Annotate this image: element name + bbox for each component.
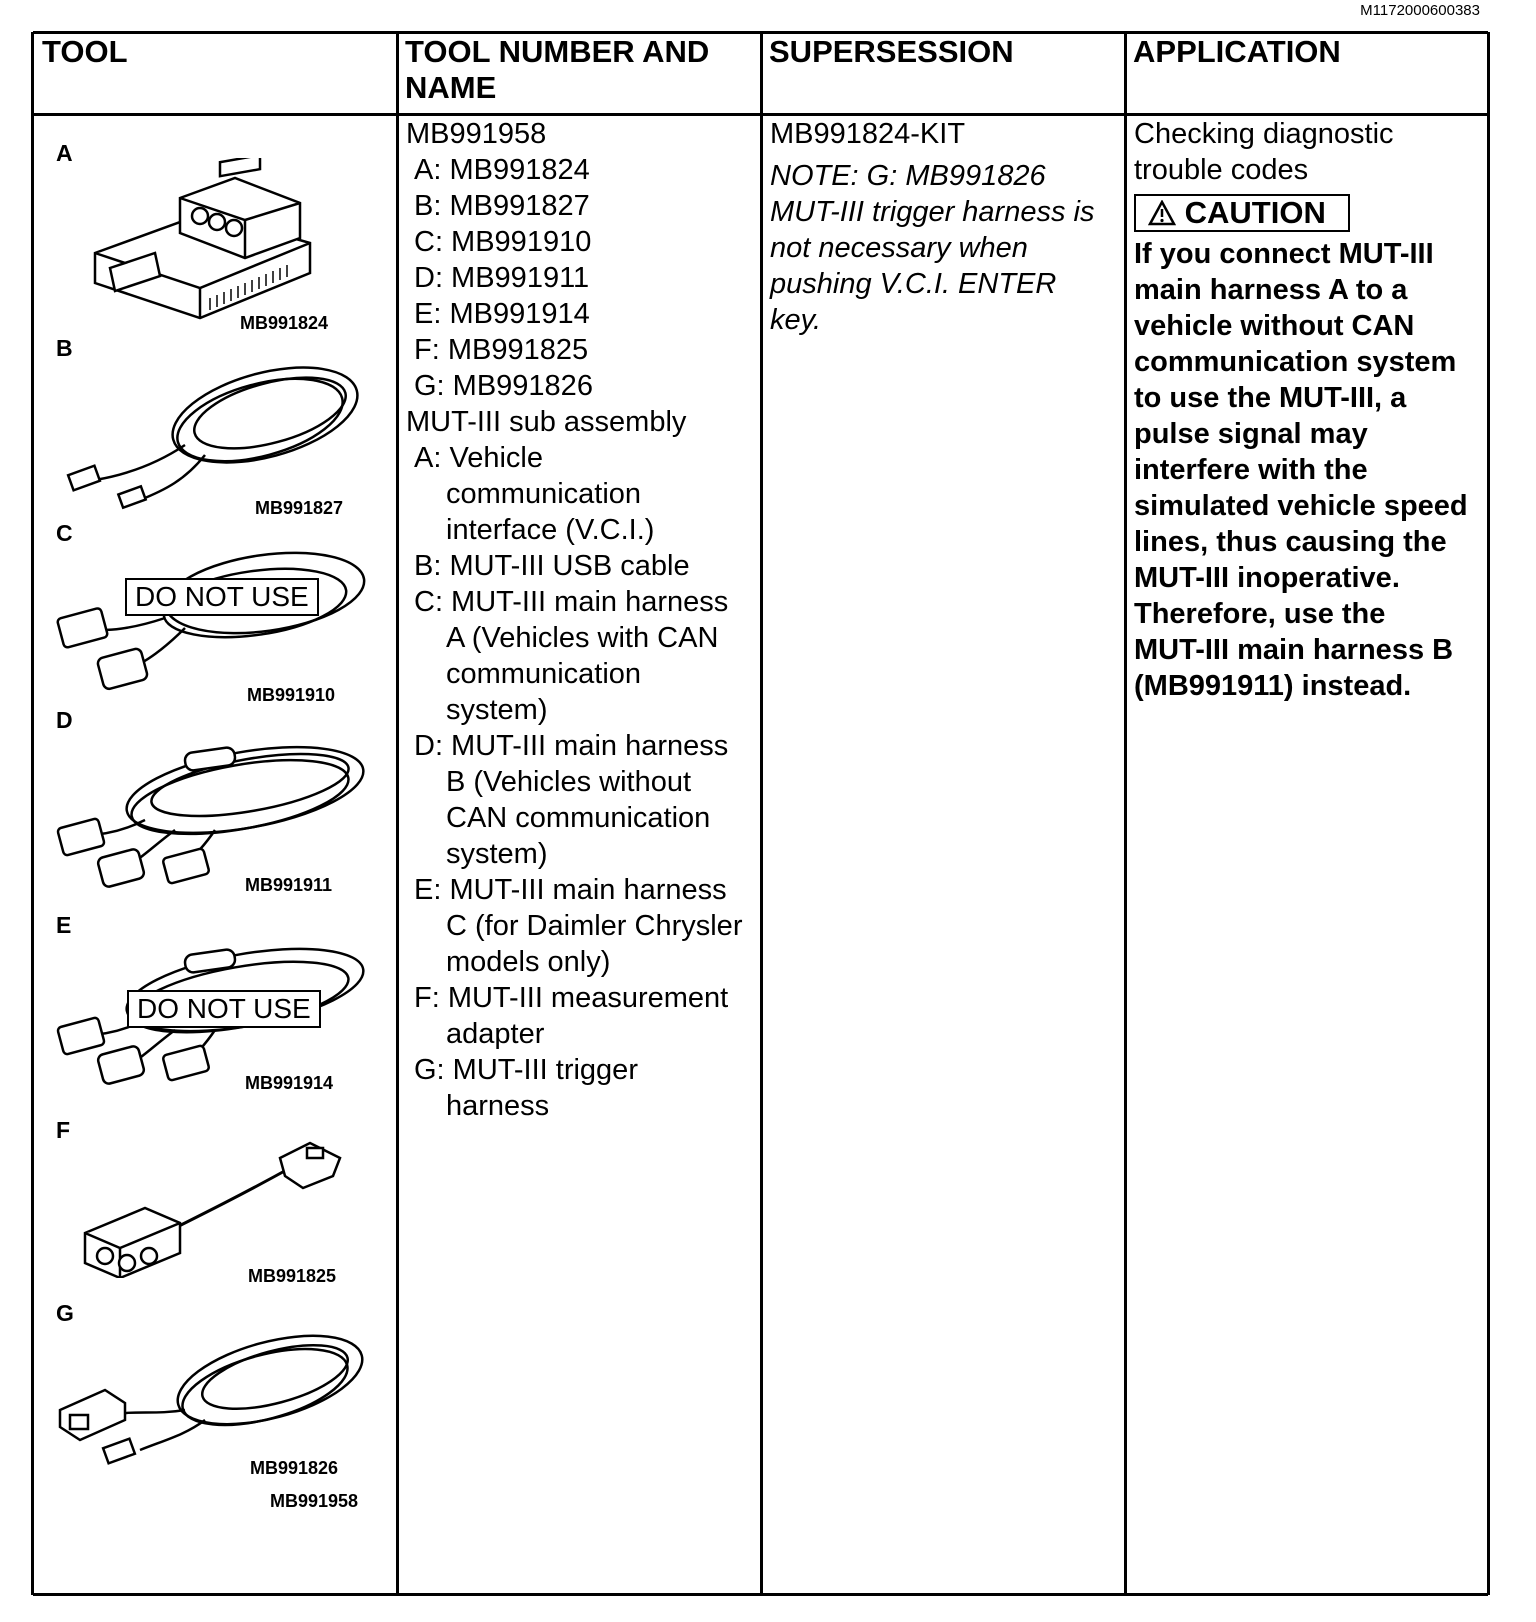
supersession-note xyxy=(770,158,1094,338)
tool-code-g: MB991826 xyxy=(250,1458,339,1478)
measurement-adapter-illustration xyxy=(75,1138,355,1278)
caution-line: If you connect MUT-III xyxy=(1134,238,1434,270)
sub-assembly-line: harness xyxy=(446,1090,550,1122)
sub-assembly-line: adapter xyxy=(446,1018,545,1050)
sub-assembly-line: G: MUT-III trigger xyxy=(414,1054,638,1086)
tool-number-column xyxy=(406,116,742,1124)
sub-assembly-line: CAN communication xyxy=(446,802,711,834)
caution-line: Therefore, use the xyxy=(1134,598,1386,630)
sub-assembly-line: B: MUT-III USB cable xyxy=(414,550,690,582)
tool-code-e: MB991914 xyxy=(245,1073,334,1093)
vci-unit-illustration xyxy=(85,158,325,328)
sub-assembly-line: A: Vehicle xyxy=(414,442,543,474)
application-column xyxy=(1134,116,1468,704)
sub-assembly-line: communication xyxy=(446,478,642,510)
caution-text xyxy=(1134,236,1468,704)
tool-code-a: MB991824 xyxy=(240,313,329,333)
sub-assembly-line: system) xyxy=(446,694,548,726)
kit-item: G: MB991826 xyxy=(414,370,593,402)
header-tool-number-line1: TOOL NUMBER AND xyxy=(405,34,710,69)
kit-number: MB991958 xyxy=(406,118,547,150)
caution-line: main harness A to a xyxy=(1134,274,1408,306)
sub-assembly-line: E: MUT-III main harness xyxy=(414,874,727,906)
caution-line: interfere with the xyxy=(1134,454,1368,486)
caution-label: CAUTION xyxy=(1184,195,1326,230)
trigger-harness-illustration xyxy=(55,1325,375,1475)
caution-line: communication system xyxy=(1134,346,1457,378)
kit-code-label: MB991958 xyxy=(270,1491,359,1511)
tool-code-c: MB991910 xyxy=(247,685,336,705)
tool-letter-b: B xyxy=(56,335,73,361)
application-text xyxy=(1134,116,1468,188)
caution-line: MUT-III inoperative. xyxy=(1134,562,1400,594)
sub-assembly-list xyxy=(406,440,742,1124)
tool-letter-e: E xyxy=(56,912,72,938)
main-harness-a-illustration xyxy=(55,548,375,698)
sub-assembly-line: D: MUT-III main harness xyxy=(414,730,729,762)
caution-line: simulated vehicle speed xyxy=(1134,490,1468,522)
header-supersession: SUPERSESSION xyxy=(769,34,1014,69)
caution-line: pulse signal may xyxy=(1134,418,1368,450)
kit-item: B: MB991827 xyxy=(414,190,590,222)
kit-item: F: MB991825 xyxy=(414,334,589,366)
tool-code-d: MB991911 xyxy=(245,875,333,895)
application-line: trouble codes xyxy=(1134,154,1309,186)
do-not-use-label-c: DO NOT USE xyxy=(125,578,319,616)
caution-line: to use the MUT-III, a xyxy=(1134,382,1407,414)
sub-assembly-line: B (Vehicles without xyxy=(446,766,692,798)
sub-assembly-line: F: MUT-III measurement xyxy=(414,982,729,1014)
kit-item: A: MB991824 xyxy=(414,154,590,186)
document-id: M1172000600383 xyxy=(1360,2,1480,19)
main-harness-b-illustration xyxy=(55,735,375,895)
sub-assembly-line: interface (V.C.I.) xyxy=(446,514,655,546)
note-line: NOTE: G: MB991826 xyxy=(770,160,1046,192)
tool-letter-g: G xyxy=(56,1300,74,1326)
tool-code-f: MB991825 xyxy=(248,1266,337,1286)
tool-letter-f: F xyxy=(56,1117,71,1143)
warning-triangle-icon xyxy=(1148,200,1176,226)
note-line: not necessary when xyxy=(770,232,1028,264)
caution-box xyxy=(1134,194,1350,232)
usb-cable-illustration xyxy=(65,355,365,515)
tool-letter-c: C xyxy=(56,520,73,546)
sub-assembly-line: C (for Daimler Chrysler xyxy=(446,910,743,942)
sub-assembly-line: communication xyxy=(446,658,642,690)
application-line: Checking diagnostic xyxy=(1134,118,1394,150)
sub-assembly-line: C: MUT-III main harness xyxy=(414,586,729,618)
tool-letter-d: D xyxy=(56,707,73,733)
caution-line: MUT-III main harness B xyxy=(1134,634,1454,666)
tool-letter-a: A xyxy=(56,140,73,166)
kit-items-list xyxy=(406,152,742,404)
note-line: MUT-III trigger harness is xyxy=(770,196,1095,228)
do-not-use-label-e: DO NOT USE xyxy=(127,990,321,1028)
tool-code-b: MB991827 xyxy=(255,498,344,518)
sub-assembly-line: system) xyxy=(446,838,548,870)
sub-assembly-line: A (Vehicles with CAN xyxy=(446,622,719,654)
note-line: key. xyxy=(770,304,822,336)
header-tool: TOOL xyxy=(42,34,128,69)
header-tool-number xyxy=(405,34,709,106)
kit-item: E: MB991914 xyxy=(414,298,590,330)
caution-line: lines, thus causing the xyxy=(1134,526,1447,558)
caution-line: (MB991911) instead. xyxy=(1134,670,1412,702)
kit-item: C: MB991910 xyxy=(414,226,592,258)
caution-line: vehicle without CAN xyxy=(1134,310,1415,342)
note-line: pushing V.C.I. ENTER xyxy=(770,268,1057,300)
supersession-code: MB991824-KIT xyxy=(770,118,966,150)
kit-item: D: MB991911 xyxy=(414,262,590,294)
supersession-column xyxy=(770,116,1094,338)
header-tool-number-line2: NAME xyxy=(405,70,497,105)
sub-assembly-line: models only) xyxy=(446,946,611,978)
sub-assembly-title: MUT-III sub assembly xyxy=(406,406,687,438)
header-application: APPLICATION xyxy=(1133,34,1341,69)
